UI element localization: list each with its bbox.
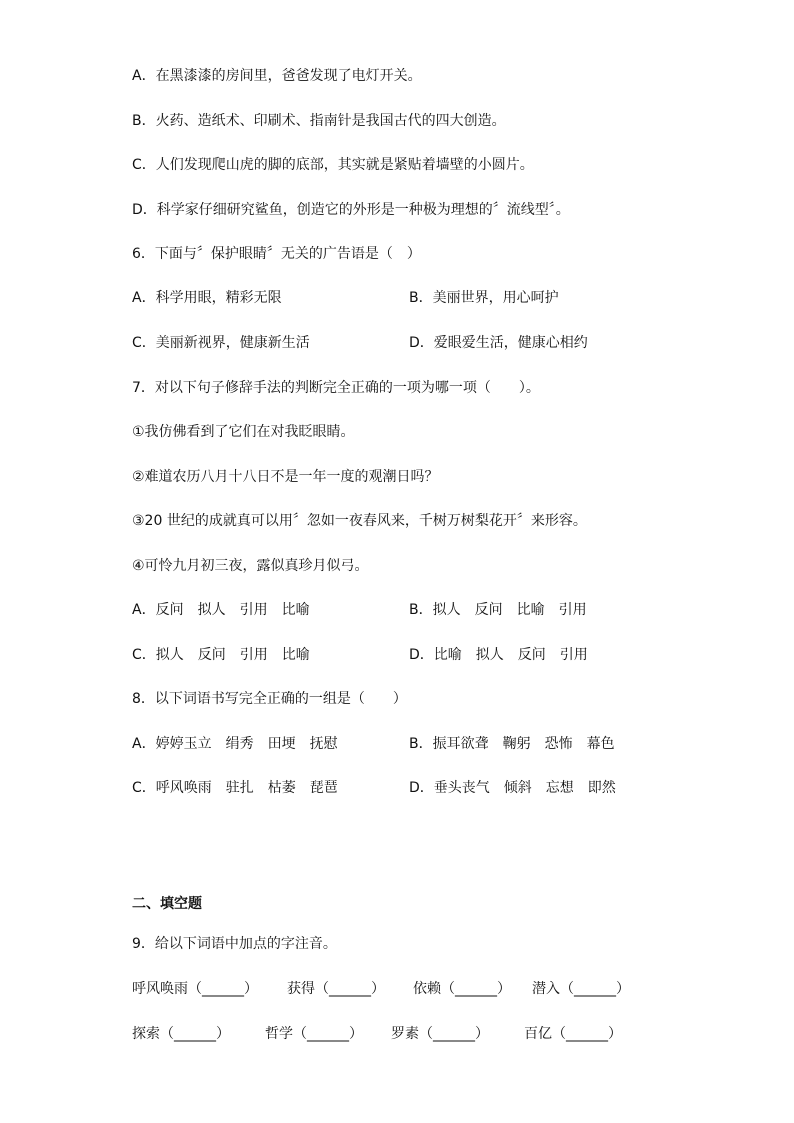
q7-option-c: C．拟人 反问 引用 比喻 <box>132 647 310 663</box>
q9-blank-item[interactable]: 罗素（______） <box>391 1026 489 1042</box>
q8-option-b: B．振耳欲聋 鞠躬 恐怖 幕色 <box>409 736 615 752</box>
q6-option-c: C．美丽新视界，健康新生活 <box>132 335 310 351</box>
q8-option-c: C．呼风唤雨 驻扎 枯萎 琵琶 <box>132 780 338 796</box>
q9-blank-item[interactable]: 潜入（______） <box>532 981 630 997</box>
q5-option-a: A．在黑漆漆的房间里，爸爸发现了电灯开关。 <box>132 68 422 84</box>
q7-sentence-3: ③20 世纪的成就真可以用〞忽如一夜春风来，千树万树梨花开〞来形容。 <box>132 513 587 529</box>
q7-stem: 7．对以下句子修辞手法的判断完全正确的一项为哪一项（ ）。 <box>132 380 540 396</box>
q7-sentence-1: ①我仿佛看到了它们在对我眨眼睛。 <box>132 424 355 440</box>
q9-blank-item[interactable]: 依赖（______） <box>413 981 511 997</box>
q8-option-a: A．婷婷玉立 绢秀 田埂 抚慰 <box>132 736 338 752</box>
q6-option-d: D．爱眼爱生活，健康心相约 <box>409 335 588 351</box>
q6-option-a: A．科学用眼，精彩无限 <box>132 290 282 306</box>
q9-blank-row-2 <box>132 1024 652 1044</box>
q9-blank-item[interactable]: 呼风唤雨（______） <box>132 981 258 997</box>
q5-option-b: B．火药、造纸术、印刷术、指南针是我国古代的四大创造。 <box>132 113 506 129</box>
q7-sentence-4: ④可怜九月初三夜，露似真珍月似弓。 <box>132 558 369 574</box>
q9-blank-item[interactable]: 哲学（______） <box>265 1026 363 1042</box>
q5-option-c: C．人们发现爬山虎的脚的底部，其实就是紧贴着墙壁的小圆片。 <box>132 157 534 173</box>
q9-blank-item[interactable]: 获得（______） <box>287 981 385 997</box>
q7-sentence-2: ②难道农历八月十八日不是一年一度的观潮日吗？ <box>132 469 439 485</box>
q9-blank-item[interactable]: 百亿（______） <box>524 1026 622 1042</box>
q8-stem: 8．以下词语书写完全正确的一组是（ ） <box>132 691 407 707</box>
q5-option-d: D．科学家仔细研究鲨鱼，创造它的外形是一种极为理想的〞流线型〞。 <box>132 202 570 218</box>
q8-option-d: D．垂头丧气 倾斜 忘想 即然 <box>409 780 616 796</box>
q7-option-b: B．拟人 反问 比喻 引用 <box>409 602 587 618</box>
q6-option-b: B．美丽世界，用心呵护 <box>409 290 559 306</box>
q9-blank-item[interactable]: 探索（______） <box>132 1026 230 1042</box>
section-title: 二、填空题 <box>132 896 202 912</box>
q9-stem: 9．给以下词语中加点的字注音。 <box>132 936 337 952</box>
q7-option-a: A．反问 拟人 引用 比喻 <box>132 602 310 618</box>
q9-blank-row-1 <box>132 979 652 999</box>
q7-option-d: D．比喻 拟人 反问 引用 <box>409 647 588 663</box>
q6-stem: 6．下面与〞保护眼睛〞无关的广告语是（ ） <box>132 246 421 262</box>
